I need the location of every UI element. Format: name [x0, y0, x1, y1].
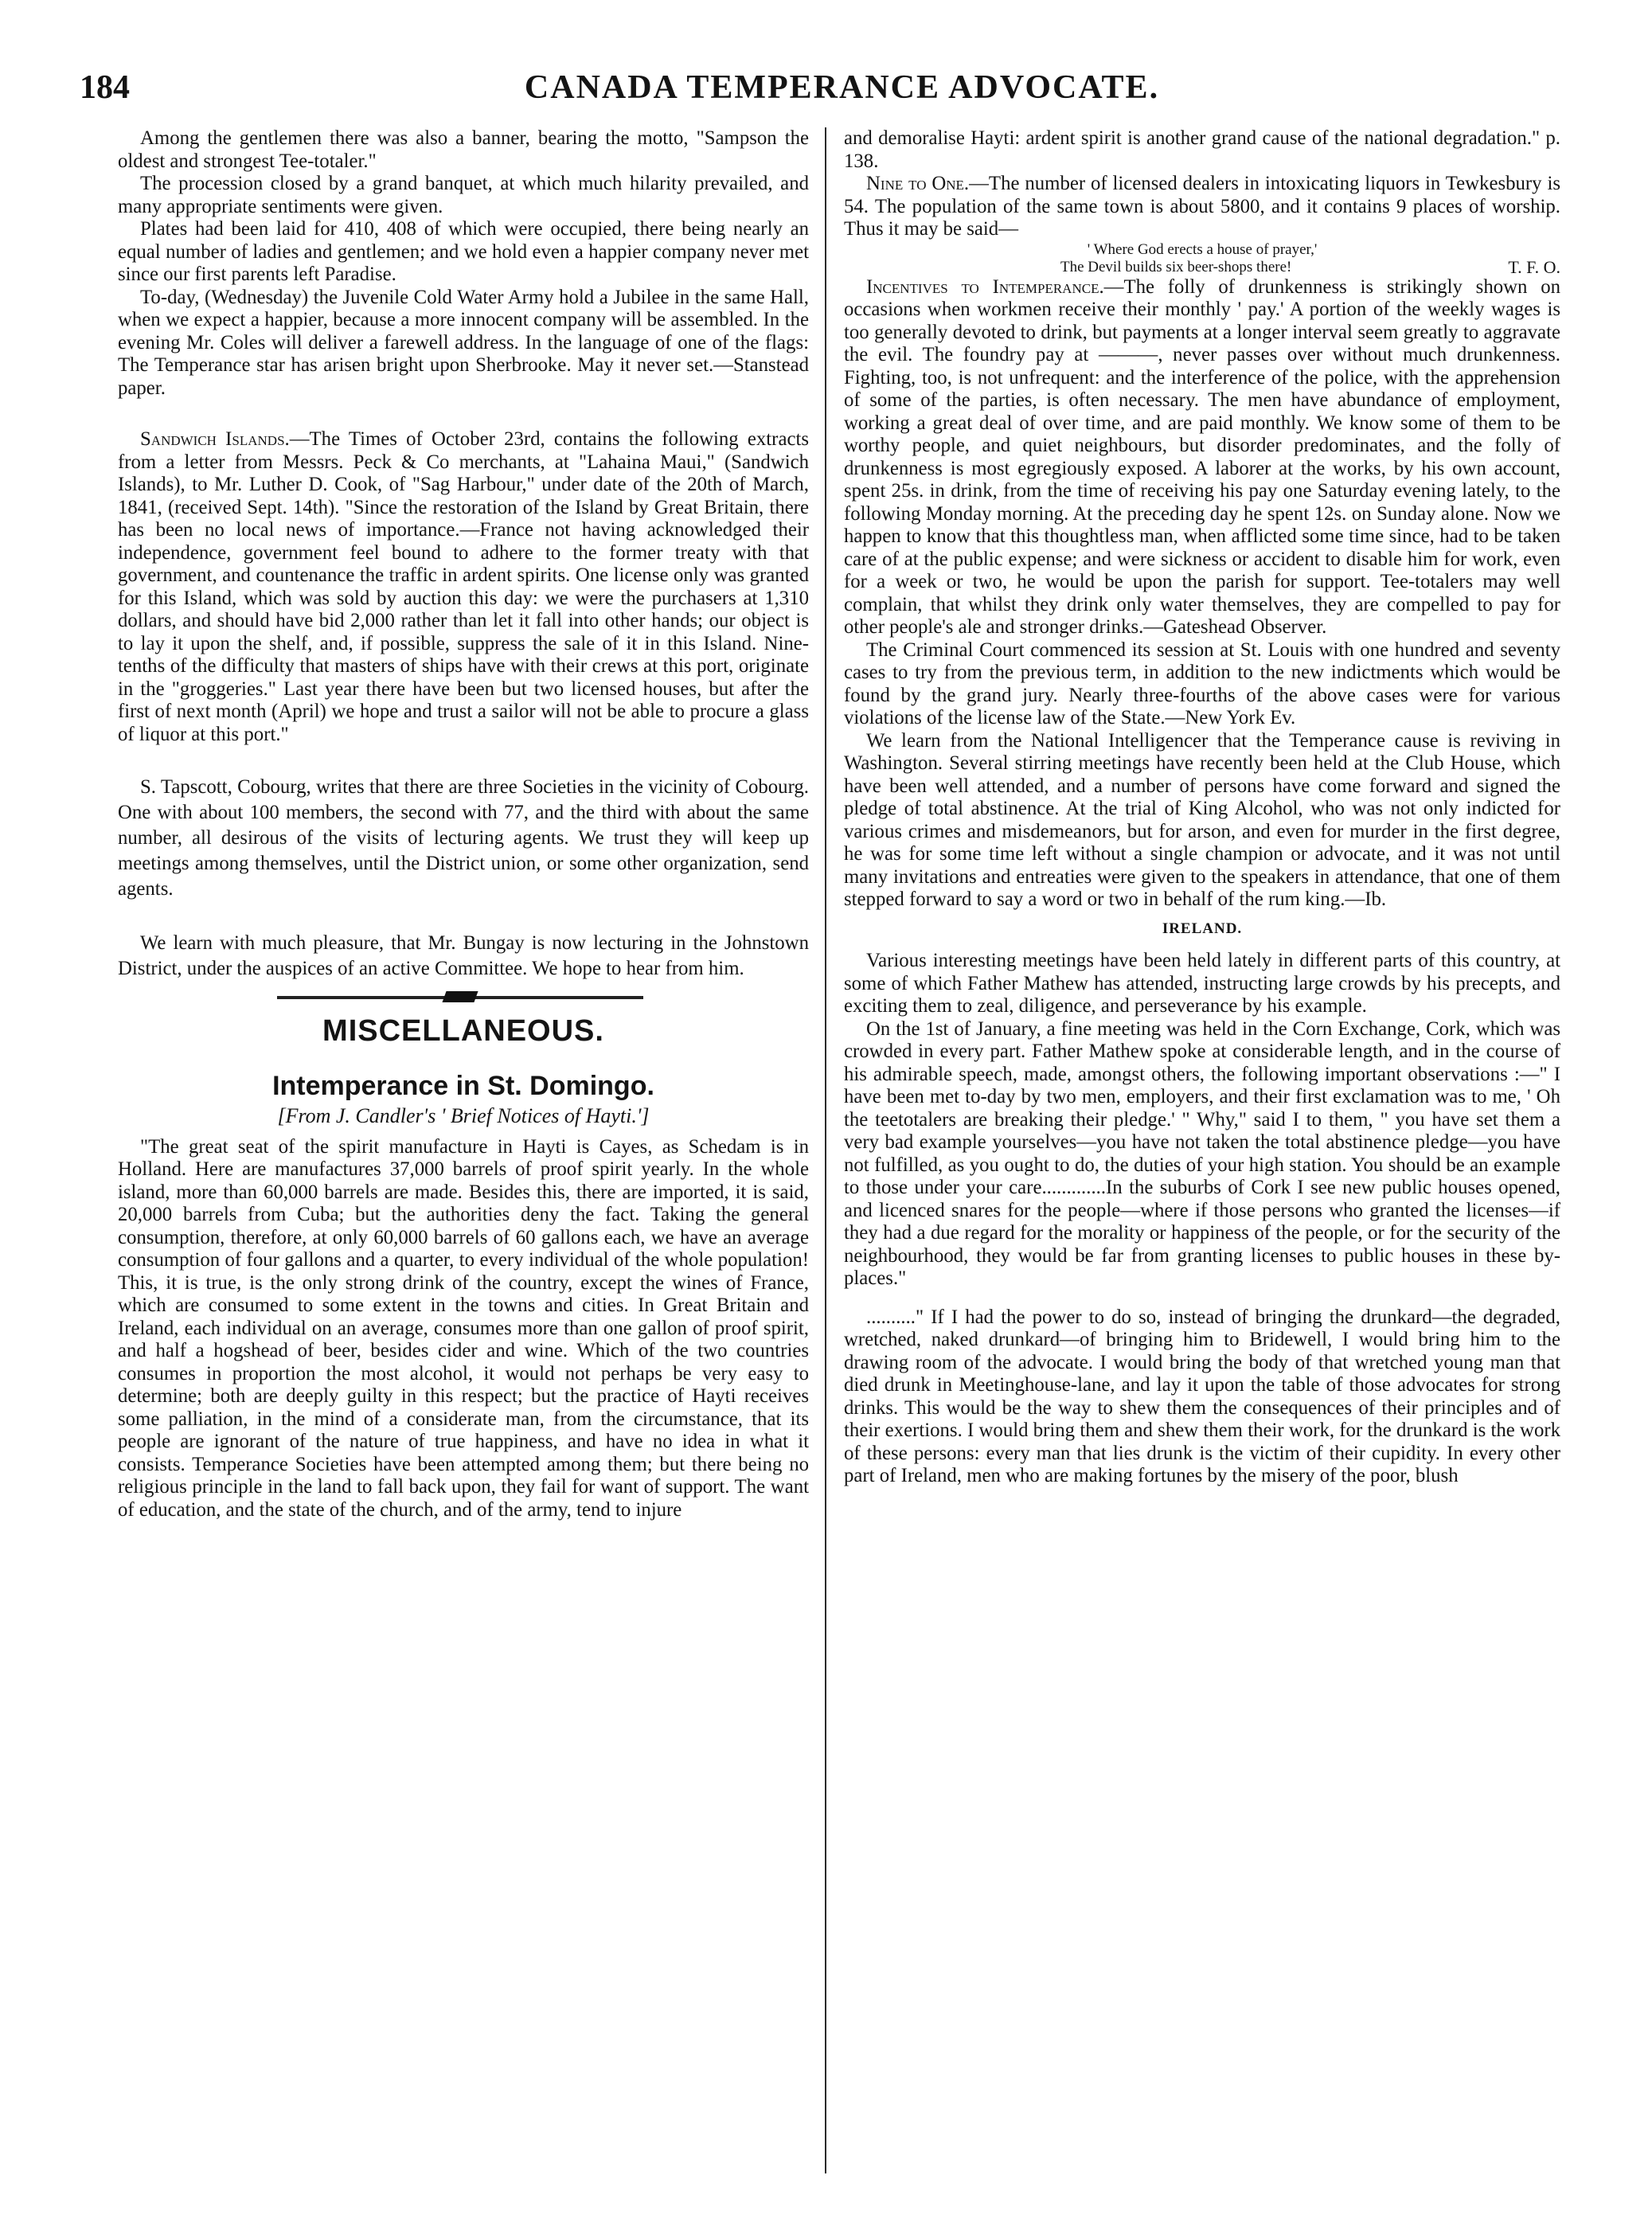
article-criminal-court: The Criminal Court commenced its session at St. Louis with one hundred and seventy cases to try from the previous term, in addition to the new indictments which would be found by the grand jury. Nearly three-fourths of the above cases were for various violations of the license law of the State.—New York Ev. — [844, 639, 1560, 728]
page-number: 184 — [80, 69, 130, 106]
article-bungay: We learn with much pleasure, that Mr. Bungay is now lecturing in the Johnstown District, under the auspices of an active Committee. We hope to hear from him. — [118, 932, 809, 979]
article-body: —The Times of October 23rd, contains the following extracts from a letter from Messrs. Peck & Co merchants, at "Lahaina Maui," (Sandwich Islands), to Mr. Luther D. Cook, of "Sag Harbour," under date of the 20th of March, 1841, (received Sept. 14th). "Since the restoration of the Island by Great Britain, there has been no local news of importance.—France not having acknowledged their independence, government feel bound to adhere to the former treaty with that government, and countenance the traffic in ardent spirits. One license only was granted for this Island, which was sold by auction this day: we were the purchasers at 1,310 dollars, and should have bid 2,000 rather than let it fall into other hands; our object is to lay it upon the shelf, and, if possible, suppress the sale of it in this Island. Nine-tenths of the difficulty that masters of ships have with their crews at this port, originate in the "groggeries." Last year there have been but two licensed houses, but after the first of next month (April) we hope and trust a sailor will not be able to procure a glass of liquor at this port." — [118, 428, 809, 745]
spacer — [844, 1291, 1560, 1306]
running-title: CANADA TEMPERANCE ADVOCATE. — [524, 69, 1160, 106]
verse-line-2 — [844, 256, 1560, 277]
article-lead: Incentives to Intemperance. — [866, 275, 1104, 298]
article-body: —The folly of drunkenness is strikingly shown on occasions when workmen receive their monthly ' pay.' A portion of the weekly wages is too generally devoted to drink, but payments at a longer interval seem greatly to aggravate the evil. The foundry pay at ———, never passes over without much drunkenness. Fighting, too, is not unfrequent: and the interference of the police, with the apprehension of some of the parties, is often necessary. The men have abundance of employment, working a great deal of over time, and are paid monthly. We know some of them to be worthy people, and quiet neighbours, but disorder predominates, and the folly of drunkenness is most egregiously exposed. A laborer at the works, by his own account, spent 25s. in drink, from the time of receiving his pay one Saturday evening lately, to the following Monday morning. At the preceding day he spent 12s. on Sunday alone. Now we happen to know that this thoughtless man, when afflicted some time since, had to be taken care of at the public expense; and were sickness or accident to disable him for work, even for a week or two, he would be upon the parish for support. Tee-totalers may well complain, that whilst they drink only water themselves, they are compelled to pay for other people's ale and stronger drinks.—Gateshead Observer. — [844, 275, 1560, 638]
spacer — [118, 400, 809, 428]
paragraph-juvenile: To-day, (Wednesday) the Juvenile Cold Water Army hold a Jubilee in the same Hall, when we expect a happier, because a more innocent company will be assembled. In the evening Mr. Coles will deliver a farewell address. In the language of one of the flags: The Temperance star has arisen bright upon Sherbrooke. May it never set.—Stanstead paper. — [118, 286, 809, 399]
article-lead: Nine to One. — [866, 173, 970, 194]
right-column — [844, 127, 1560, 1488]
section-heading-miscellaneous: MISCELLANEOUS. — [322, 1014, 604, 1048]
spacer — [118, 746, 809, 775]
article-intelligencer: We learn from the National Intelligencer that the Temperance cause is reviving in Washington. Several stirring meetings have recently been held at the Club House, which have been well attended, and a number of persons have come forward and signed the pledge of total abstinence. At the trial of King Alcohol, who was not only indicted for various crimes and misdemeanors, but for arson, and even for murder in the first degree, he was for some time left without a single champion or advocate, and it was not until many invitations and entreaties were given to the speakers in attendance, that one of them stepped forward to say a word or two in behalf of the rum king.—Ib. — [844, 729, 1560, 910]
paragraph-ireland-meetings: Various interesting meetings have been held lately in different parts of this country, at some of which Father Mathew has attended, instructing large crowds by his precepts, and exciting them to zeal, diligence, and perseverance by his example. — [844, 950, 1560, 1017]
paragraph-procession: The procession closed by a grand banquet, at which much hilarity prevailed, and many appropriate sentiments were given. — [118, 173, 809, 217]
article-body: —The number of licensed dealers in intoxicating liquors in Tewkesbury is 54. The population of the same town is about 5800, and it contains 9 places of worship. Thus it may be said— — [844, 173, 1560, 240]
ornamental-rule — [118, 988, 809, 1007]
column-rule — [825, 127, 826, 2173]
article-lead: Sandwich Islands. — [140, 428, 290, 450]
article-tapscott: S. Tapscott, Cobourg, writes that there are three Societies in the vicinity of Cobourg. One with about 100 members, the second with 77, and the third with about the same number, all desirous of the visits of lecturing agents. We trust they will keep up meetings among themselves, until the District union, or some other organization, send agents. — [118, 776, 809, 900]
article-source: [From J. Candler's ' Brief Notices of Hayti.'] — [277, 1104, 650, 1127]
verse-signature: T. F. O. — [1508, 256, 1560, 277]
section-heading-ireland: IRELAND. — [1162, 920, 1243, 937]
paragraph-ireland-drunkard: .........." If I had the power to do so, instead of bringing the drunkard—the degraded, wretched, naked drunkard—of bringing him to Bridewell, I would bring him to the drawing room of the advocate. I would bring the body of that wretched young man that died drunk in Meetinghouse-lane, and lay it upon the table of those advocates for strong drinks. This would be the way to shew them the consequences of their principles and of their exertions. I would bring them and shew them their work, for the drunkard is the work of these persons: every man that lies drunk is the victim of their cupidity. In every other part of Ireland, men who are making fortunes by the misery of the poor, blush — [844, 1306, 1560, 1486]
article-incentives — [844, 276, 1560, 639]
left-column — [118, 127, 809, 1521]
paragraph-ireland-cork: On the 1st of January, a fine meeting was held in the Corn Exchange, Cork, which was crowded in every part. Father Mathew spoke at considerable length, and in the course of his admirable speech, made, amongst others, the following important observations :—" I have been met to-day by two men, employers, and their first exclamation was to me, ' Oh the teetotalers are breaking their pledge.' " Why," said I to them, " you have set them a very bad example yourselves—you have not taken the total abstinence pledge—you have not fulfilled, as you ought to do, the duties of your high station. You should be an example to those under your care.............In the suburbs of Cork I see new public houses opened, and licenced snares for the people—where if those persons who granted the licenses—if they had a due regard for the morality or happiness of the people, or for the security of the neighbourhood, they would be far from granting licenses to public houses in these by-places." — [844, 1017, 1560, 1289]
article-st-domingo: "The great seat of the spirit manufacture in Hayti is Cayes, as Schedam is in Holland. Here are manufactures 37,000 barrels of proof spirit yearly. In the whole island, more than 60,000 barrels are made. Besides this, there are imported, it is said, 20,000 barrels from Cuba; but the authorities deny the fact. Taking the general consumption, therefore, at only 60,000 barrels of 60 gallons each, we have an average consumption of four gallons and a quarter, to every individual of the whole population! This, it is true, is the only strong drink of the country, except the wines of France, which are consumed to some extent in the towns and cities. In Great Britain and Ireland, each individual on an average, consumes more than one gallon of proof spirit, and half a hogshead of beer, besides cider and wine. Which of the two countries consumes in proportion the most alcohol, it would not perhaps be very easy to determine; both are deeply guilty in this respect; but the practice of Hayti receives some palliation, in the mind of a considerate man, from the circumstance, that its people are ignorant of the nature of true happiness, and have no idea in what it consists. Temperance Societies have been attempted among them; but there being no religious principle in the land to fall back upon, they fail for want of support. The want of education, and the state of the church, and of the army, tend to injure — [118, 1135, 809, 1521]
verse-text: The Devil builds six beer-shops there! — [1060, 258, 1292, 275]
verse-line-1: ' Where God erects a house of prayer,' — [1087, 240, 1318, 258]
spacer — [118, 902, 809, 931]
paragraph-banner: Among the gentlemen there was also a banner, bearing the motto, "Sampson the oldest and strongest Tee-totaler." — [118, 127, 809, 172]
article-heading: Intemperance in St. Domingo. — [272, 1070, 654, 1101]
page-header — [80, 68, 1604, 116]
paragraph-hayti-continued: and demoralise Hayti: ardent spirit is another grand cause of the national degradation." p. 138. — [844, 127, 1560, 172]
article-nine-to-one — [844, 173, 1560, 241]
article-sandwich-islands — [118, 428, 809, 746]
paragraph-plates: Plates had been laid for 410, 408 of which were occupied, there being nearly an equal number of ladies and gentlemen; and we hold even a happier company never met since our first parents left Paradise. — [118, 218, 809, 285]
